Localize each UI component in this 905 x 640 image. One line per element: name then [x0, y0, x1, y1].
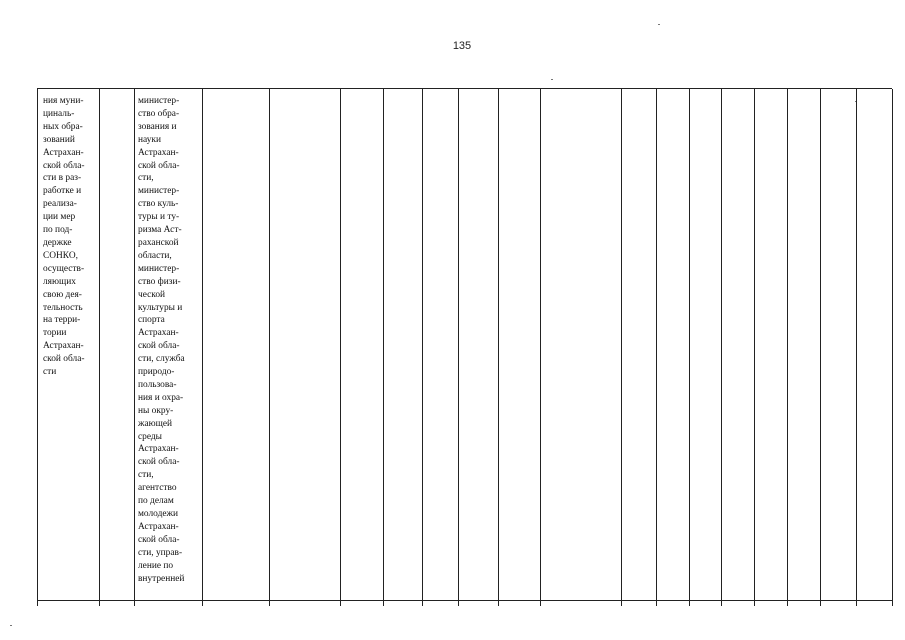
table-column [384, 89, 423, 606]
table-column [622, 89, 657, 606]
executor-line: сти, управ- [138, 547, 183, 558]
description-line: зований [43, 134, 75, 145]
description-line: свою дея- [43, 289, 82, 300]
table-column [857, 89, 893, 606]
table-column [722, 89, 755, 606]
description-line: СОНКО, [43, 250, 78, 261]
executor-line: по делам [138, 496, 174, 507]
executor-line: министер- [138, 96, 180, 106]
executor-line: науки [138, 134, 161, 145]
description-line: Астрахан- [43, 147, 84, 158]
description-line: тельность [43, 302, 83, 313]
page-number: 135 [452, 40, 472, 52]
description-line: сти [43, 367, 57, 378]
executor-line: Астрахан- [138, 521, 179, 532]
description-line: ных обра- [43, 121, 83, 132]
executor-line: раханской [138, 237, 179, 248]
executor-line: ской обла- [138, 534, 180, 545]
table-column [755, 89, 788, 606]
executor-line: сти, [138, 470, 154, 481]
description-line: на терри- [43, 315, 81, 326]
executor-line: жающей [138, 418, 173, 429]
executor-line: ризма Аст- [138, 225, 182, 236]
executor-line: ской обла- [138, 457, 180, 468]
executor-line: Астрахан- [138, 147, 179, 158]
executor-line: спорта [138, 315, 165, 326]
scan-speck [551, 79, 553, 80]
table-column [499, 89, 541, 606]
executor-line: среды [138, 431, 162, 442]
executor-line: агентство [138, 483, 177, 494]
description-line: ния муни- [43, 96, 84, 106]
executor-line: ство обра- [138, 108, 180, 119]
executor-line: ны окру- [138, 405, 174, 416]
executor-line: Астрахан- [138, 444, 179, 455]
scan-speck [658, 24, 660, 25]
executor-line: молодежи [138, 509, 179, 519]
data-table [37, 88, 892, 606]
description-cell-text [43, 95, 84, 379]
executor-line: ния и охра- [138, 392, 184, 403]
table-column [203, 89, 270, 606]
executor-line: сти, [138, 173, 154, 184]
executor-line: ление по [138, 560, 174, 571]
table-column [690, 89, 722, 606]
description-line: сти в раз- [43, 173, 82, 184]
description-line: работке и [43, 186, 82, 197]
scan-speck [10, 625, 12, 626]
executor-line: зования и [138, 121, 177, 132]
executors-cell-text [138, 95, 185, 585]
executor-line: туры и ту- [138, 212, 180, 223]
description-line: Астрахан- [43, 341, 84, 352]
executor-line: ство куль- [138, 199, 179, 210]
table-row-bottom-border [38, 600, 892, 601]
table-column [423, 89, 459, 606]
table-column [270, 89, 341, 606]
description-line: держке [43, 237, 72, 248]
executor-line: ской обла- [138, 160, 180, 171]
description-line: ляющих [43, 276, 76, 287]
table-column [657, 89, 690, 606]
executor-line: пользова- [138, 379, 177, 390]
table-column [459, 89, 499, 606]
description-line: реализа- [43, 199, 77, 210]
executor-line: ческой [138, 289, 166, 300]
table-column [341, 89, 384, 606]
description-line: ции мер [43, 212, 76, 223]
description-line: циналь- [43, 108, 75, 119]
table-column [788, 89, 821, 606]
executor-line: министер- [138, 263, 180, 274]
executor-line: ство физи- [138, 276, 181, 287]
executor-line: Астрахан- [138, 328, 179, 339]
description-line: тории [43, 328, 67, 339]
table-column [821, 89, 857, 606]
table-column [541, 89, 622, 606]
executor-line: области, [138, 250, 172, 261]
description-line: ской обла- [43, 354, 85, 365]
executor-line: сти, служба [138, 354, 185, 365]
description-line: ской обла- [43, 160, 85, 171]
executor-line: ской обла- [138, 341, 180, 352]
executor-line: природо- [138, 367, 175, 378]
description-line: осуществ- [43, 263, 85, 274]
executor-line: министер- [138, 186, 180, 197]
executor-line: внутренней [138, 573, 185, 584]
description-line: по под- [43, 225, 73, 236]
executor-line: культуры и [138, 302, 183, 313]
table-column-empty [100, 89, 135, 606]
